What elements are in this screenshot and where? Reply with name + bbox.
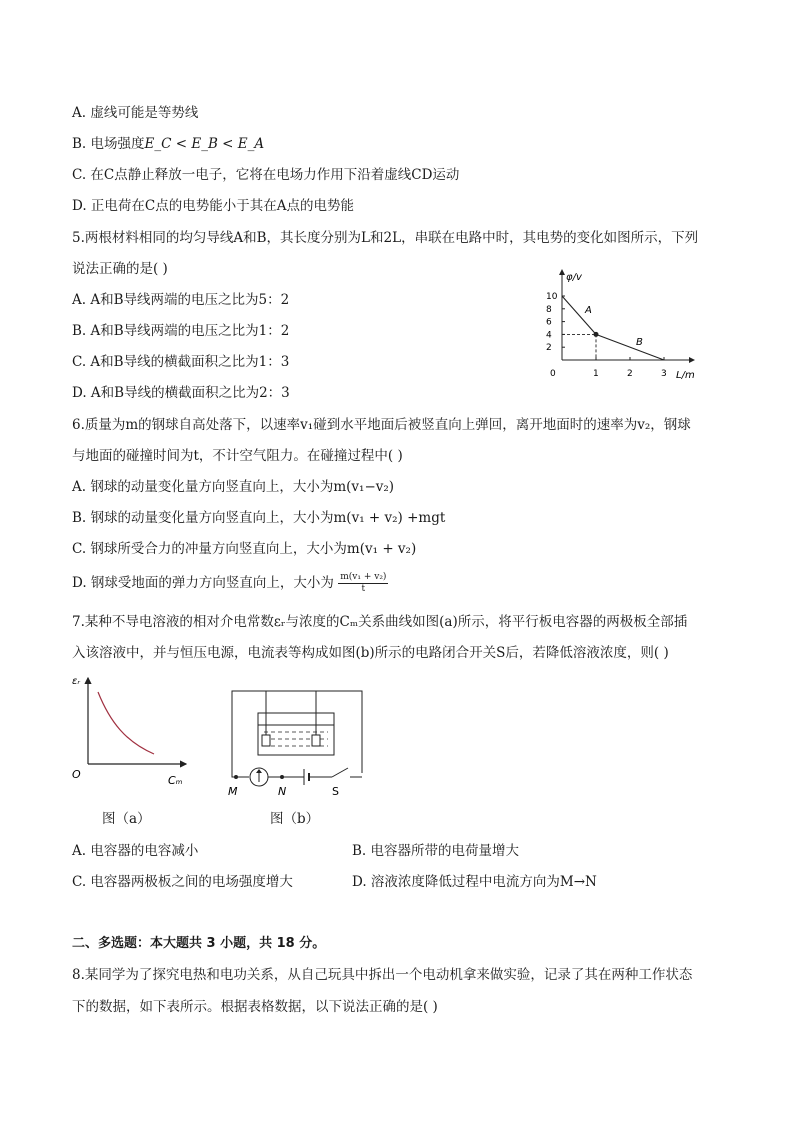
q7-stem-line2: 入该溶液中，并与恒压电源，电流表等构成如图(b)所示的电路闭合开关S后，若降低溶液浓度，则( ) — [72, 645, 669, 661]
q4-option-d: D. 正电荷在C点的电势能小于其在A点的电势能 — [72, 198, 355, 214]
y-tick-label: 6 — [546, 317, 552, 328]
q5-option-c: C. A和B导线的横截面积之比为1：3 — [72, 354, 290, 370]
figure-b-caption: 图（b） — [270, 811, 320, 827]
y-tick-label: 10 — [546, 292, 558, 302]
q5-stem-line2: 说法正确的是( ) — [72, 261, 168, 277]
y-tick-label: 2 — [546, 343, 552, 354]
q8-stem-line2: 下的数据，如下表所示。根据表格数据，以下说法正确的是( ) — [72, 999, 438, 1015]
q5-stem-line1: 5.两根材料相同的均匀导线A和B，其长度分别为L和2L，串联在电路中时，其电势的变化如图所示，下列 — [72, 230, 699, 246]
left-plate — [262, 735, 270, 746]
q7-option-c: C. 电容器两极板之间的电场强度增大 — [72, 874, 293, 890]
graph-y-label: φ/v — [566, 272, 582, 283]
figure-a-curve — [68, 672, 198, 792]
q6-stem-line1: 6.质量为m的钢球自高处落下，以速率v₁碰到水平地面后被竖直向上弹回，离开地面时的速率为v₂，钢球 — [72, 417, 691, 433]
q6-option-d — [72, 572, 388, 595]
q4-option-a: A. 虚线可能是等势线 — [72, 105, 199, 121]
series-line-B — [596, 334, 664, 360]
q6-option-c: C. 钢球所受合力的冲量方向竖直向上，大小为m(v₁ + v₂) — [72, 541, 417, 557]
fig-a-origin: O — [72, 768, 81, 781]
y-tick-label: 8 — [546, 304, 552, 315]
junction-point — [594, 332, 599, 337]
q5-option-d: D. A和B导线的横截面积之比为2：3 — [72, 385, 290, 401]
graph-x-label: L/m — [676, 370, 695, 381]
q4-option-b — [72, 135, 264, 153]
x-tick-label: 1 — [593, 369, 599, 379]
q6-stem-line2: 与地面的碰撞时间为t，不计空气阻力。在碰撞过程中( ) — [72, 448, 403, 464]
x-tick-label: 3 — [661, 369, 667, 379]
q6-option-d-prefix: D. 钢球受地面的弹力方向竖直向上，大小为 — [72, 575, 334, 591]
figure-a-caption: 图（a） — [102, 811, 151, 827]
q4-option-b-math: E_C < E_B < E_A — [144, 136, 265, 152]
y-tick-label: 4 — [546, 330, 552, 341]
q4-option-b-prefix: B. 电场强度 — [72, 136, 145, 152]
solution-container — [258, 713, 334, 755]
right-plate — [312, 735, 320, 746]
potential-graph — [536, 264, 716, 386]
section-heading: 二、多选题：本大题共 3 小题，共 18 分。 — [72, 936, 326, 951]
node-n — [280, 775, 284, 779]
q4-option-c: C. 在C点静止释放一电子，它将在电场力作用下沿着虚线CD运动 — [72, 167, 460, 183]
q6-option-a: A. 钢球的动量变化量方向竖直向上，大小为m(v₁−v₂) — [72, 479, 395, 495]
figure-b-circuit — [220, 685, 370, 800]
q8-stem-line1: 8.某同学为了探究电热和电功关系，从自己玩具中拆出一个电动机拿来做实验，记录了其在两种工作状态 — [72, 967, 693, 983]
series-label-B: B — [636, 337, 643, 349]
fig-a-y-label: εᵣ — [72, 676, 80, 687]
q6-option-b: B. 钢球的动量变化量方向竖直向上，大小为m(v₁ + v₂) +mgt — [72, 510, 446, 526]
q5-option-b: B. A和B导线两端的电压之比为1：2 — [72, 323, 290, 339]
q7-option-b: B. 电容器所带的电荷量增大 — [352, 843, 520, 859]
label-n: N — [278, 785, 287, 798]
q6-option-d-fraction — [338, 572, 388, 595]
fraction-denominator: t — [361, 584, 366, 594]
q7-stem-line1: 7.某种不导电溶液的相对介电常数εᵣ与浓度的Cₘ关系曲线如图(a)所示，将平行板电容器的两极板全部插 — [72, 614, 688, 630]
fraction-numerator: m(v₁ + v₂) — [340, 572, 387, 582]
fig-a-decay-curve — [98, 692, 154, 754]
series-label-A: A — [585, 305, 592, 317]
label-s: S — [332, 785, 339, 798]
node-m — [234, 775, 238, 779]
x-tick-label: 2 — [627, 369, 633, 379]
q7-option-d: D. 溶液浓度降低过程中电流方向为M→N — [352, 874, 597, 890]
q5-option-a: A. A和B导线两端的电压之比为5：2 — [72, 292, 290, 308]
fig-a-x-label: Cₘ — [168, 774, 183, 787]
q7-option-a: A. 电容器的电容减小 — [72, 843, 199, 859]
x-tick-label: 0 — [550, 369, 556, 379]
label-m: M — [228, 785, 238, 798]
